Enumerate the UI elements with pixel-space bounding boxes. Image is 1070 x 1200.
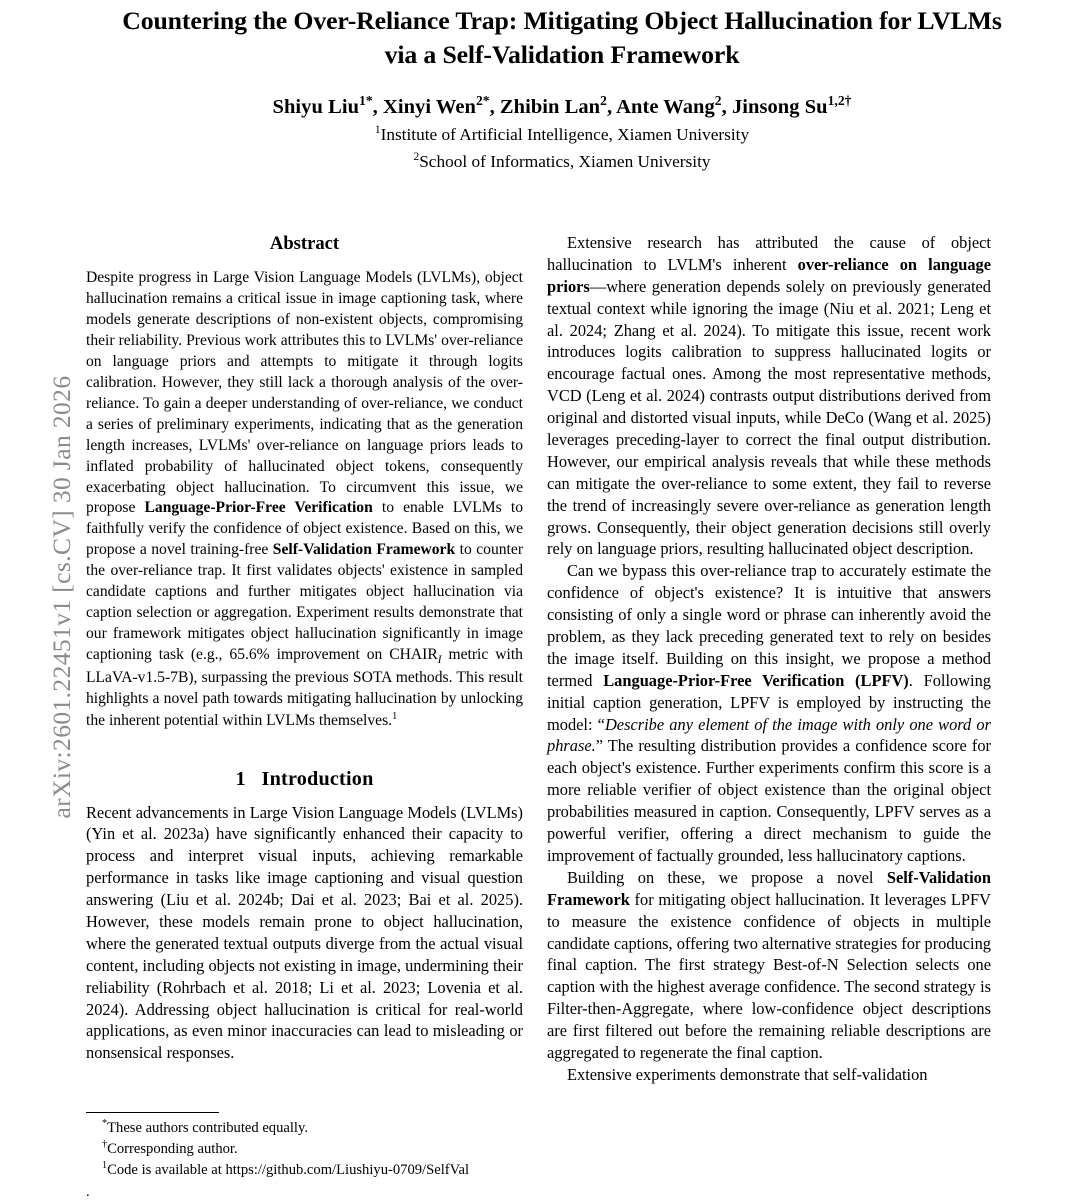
abstract-heading: Abstract xyxy=(269,233,340,254)
arxiv-identifier-stamp: arXiv:2601.22451v1 [cs.CV] 30 Jan 2026 xyxy=(47,375,76,819)
right-column xyxy=(547,232,991,1086)
right-paragraph-4: Extensive experiments demonstrate that self-validation xyxy=(567,1064,928,1084)
page-title xyxy=(62,4,1062,71)
author-list: Shiyu Liu$^{1*}$, Xinyi Wen$^{2*}$, Zhibin Lan$^2$, Ante Wang$^2$, Jinsong $Su^{1,2\dagger}$ xyxy=(272,93,852,118)
right-paragraph-3: Building on these, we propose a novel Self-Validation Framework for mitigating object hallucination. It leverages LPFV to measure the existence confidence of objects in multiple candidate captions, offering two alternative strategies for producing final caption. The first strategy Best-of-N Selection selects one caption with the highest average confidence. The second strategy is Filter-then-Aggregate, where low-confidence object descriptions are first filtered out before the remaining reliable descriptions are aggregated to regenerate the final caption. xyxy=(547,867,991,1062)
footnote-block xyxy=(86,1112,523,1200)
introduction-section xyxy=(86,766,523,1065)
introduction-paragraph-1: Recent advancements in Large Vision Language Models (LVLMs) (Yin et al. 2023a) have significantly enhanced their capacity to process and interpret visual inputs, achieving remarkable performance in tasks like image captioning and visual question answering (Liu et al. 2024b; Dai et al. 2023; Bai et al. 2025). However, these models remain prone to object hallucination, where the generated textual outputs diverge from the actual visual content, including objects not existing in image, undermining their reliability (Rohrbach et al. 2018; Li et al. 2023; Lovenia et al. 2024). Addressing object hallucination is critical for real-world applications, as even minor inaccuracies can lead to misleading or nonsensical responses. xyxy=(86,802,524,1063)
title-line-1: Countering the Over-Reliance Trap: Mitigating Object Hallucination for LVLMs xyxy=(122,6,1002,35)
footnote-code-link[interactable]: $^1$Code is available at https://github.com/Liushiyu-0709/SelfVal xyxy=(102,1159,470,1178)
right-paragraph-2: Can we bypass this over-reliance trap to accurately estimate the confidence of object's existence? It is intuitive that answers consisting of only a single word or phrase can inherently avoid the problem, as they lack preceding generated text to rely on besides the image itself. Building on this insight, we propose a method termed Language-Prior-Free Verification (LPFV). Following initial caption generation, LPFV is employed by instructing the model: “Describe any element of the image with only one word or phrase.” The resulting distribution provides a confidence score for each object's existence. Further experiments confirm this score is a more reliable verifier of object existence than the original object probabilities measured in caption. Consequently, LPFV serves as a powerful verifier, offering a direct mechanism to guide the improvement of factually grounded, less hallucinatory captions. xyxy=(547,561,991,865)
abstract-body: Despite progress in Large Vision Language Models (LVLMs), object hallucination remains a critical issue in image captioning task, where models generate descriptions of non-existent objects, compromising their reliability. Previous work attributes this to LVLMs' over-reliance on language priors and attempts to mitigate it through logits calibration. However, they still lack a thorough analysis of the over-reliance. To gain a deeper understanding of over-reliance, we conduct a series of preliminary experiments, indicating that as the generation length increases, LVLMs' over-reliance on language priors leads to inflated probability of hallucinated object tokens, consequently exacerbating object hallucination. To circumvent this issue, we propose Language-Prior-Free Verification to enable LVLMs to faithfully verify the confidence of object existence. Based on this, we propose a novel training-free Self-Validation Framework to counter the over-reliance trap. It first validates objects' existence in sampled candidate captions and further mitigates object hallucination via caption selection or aggregation. Experiment results demonstrate that our framework mitigates object hallucination significantly in image captioning task (e.g., 65.6% improvement on $CHAIR_I$ metric with LLaVA-v1.5-7B), surpassing the previous SOTA methods. This result highlights a novel path towards mitigating hallucination by unlocking the inherent potential within LVLMs themselves.$^1$ xyxy=(86,268,524,730)
affiliation-1: $^1$Institute of Artificial Intelligence, Xiamen University xyxy=(374,123,750,144)
right-paragraph-1: Extensive research has attributed the cause of object hallucination to LVLM's inherent over-reliance on language priors—where generation depends solely on previously generated textual context while ignoring the image (Niu et al. 2021; Leng et al. 2024; Zhang et al. 2024). To mitigate this issue, recent work introduces logits calibration to suppress hallucinated logits or encourage factual ones. Among the most representative methods, VCD (Leng et al. 2024) contrasts output distributions derived from original and distorted visual inputs, while DeCo (Wang et al. 2025) leverages preceding-layer to correct the final output distribution. However, our empirical analysis reveals that while these methods can mitigate the over-reliance to some extent, they fail to reverse the trend of increasingly severe over-reliance as generation length grows. Consequently, their object generation decisions still overly rely on language priors, resulting hallucinated object description. xyxy=(547,233,991,559)
title-line-2: via a Self-Validation Framework xyxy=(384,39,740,69)
title-block xyxy=(62,4,1062,174)
introduction-heading: 1 Introduction xyxy=(235,767,374,790)
footnote-equal-contribution: *These authors contributed equally. xyxy=(102,1118,308,1136)
footnote-corresponding-author: †Corresponding author. xyxy=(102,1138,238,1157)
footnote-trailing-mark: . xyxy=(86,1184,90,1200)
left-column xyxy=(86,232,523,1064)
affiliation-2: $^2$School of Informatics, Xiamen University xyxy=(413,151,711,172)
footnote-rule xyxy=(86,1112,219,1113)
